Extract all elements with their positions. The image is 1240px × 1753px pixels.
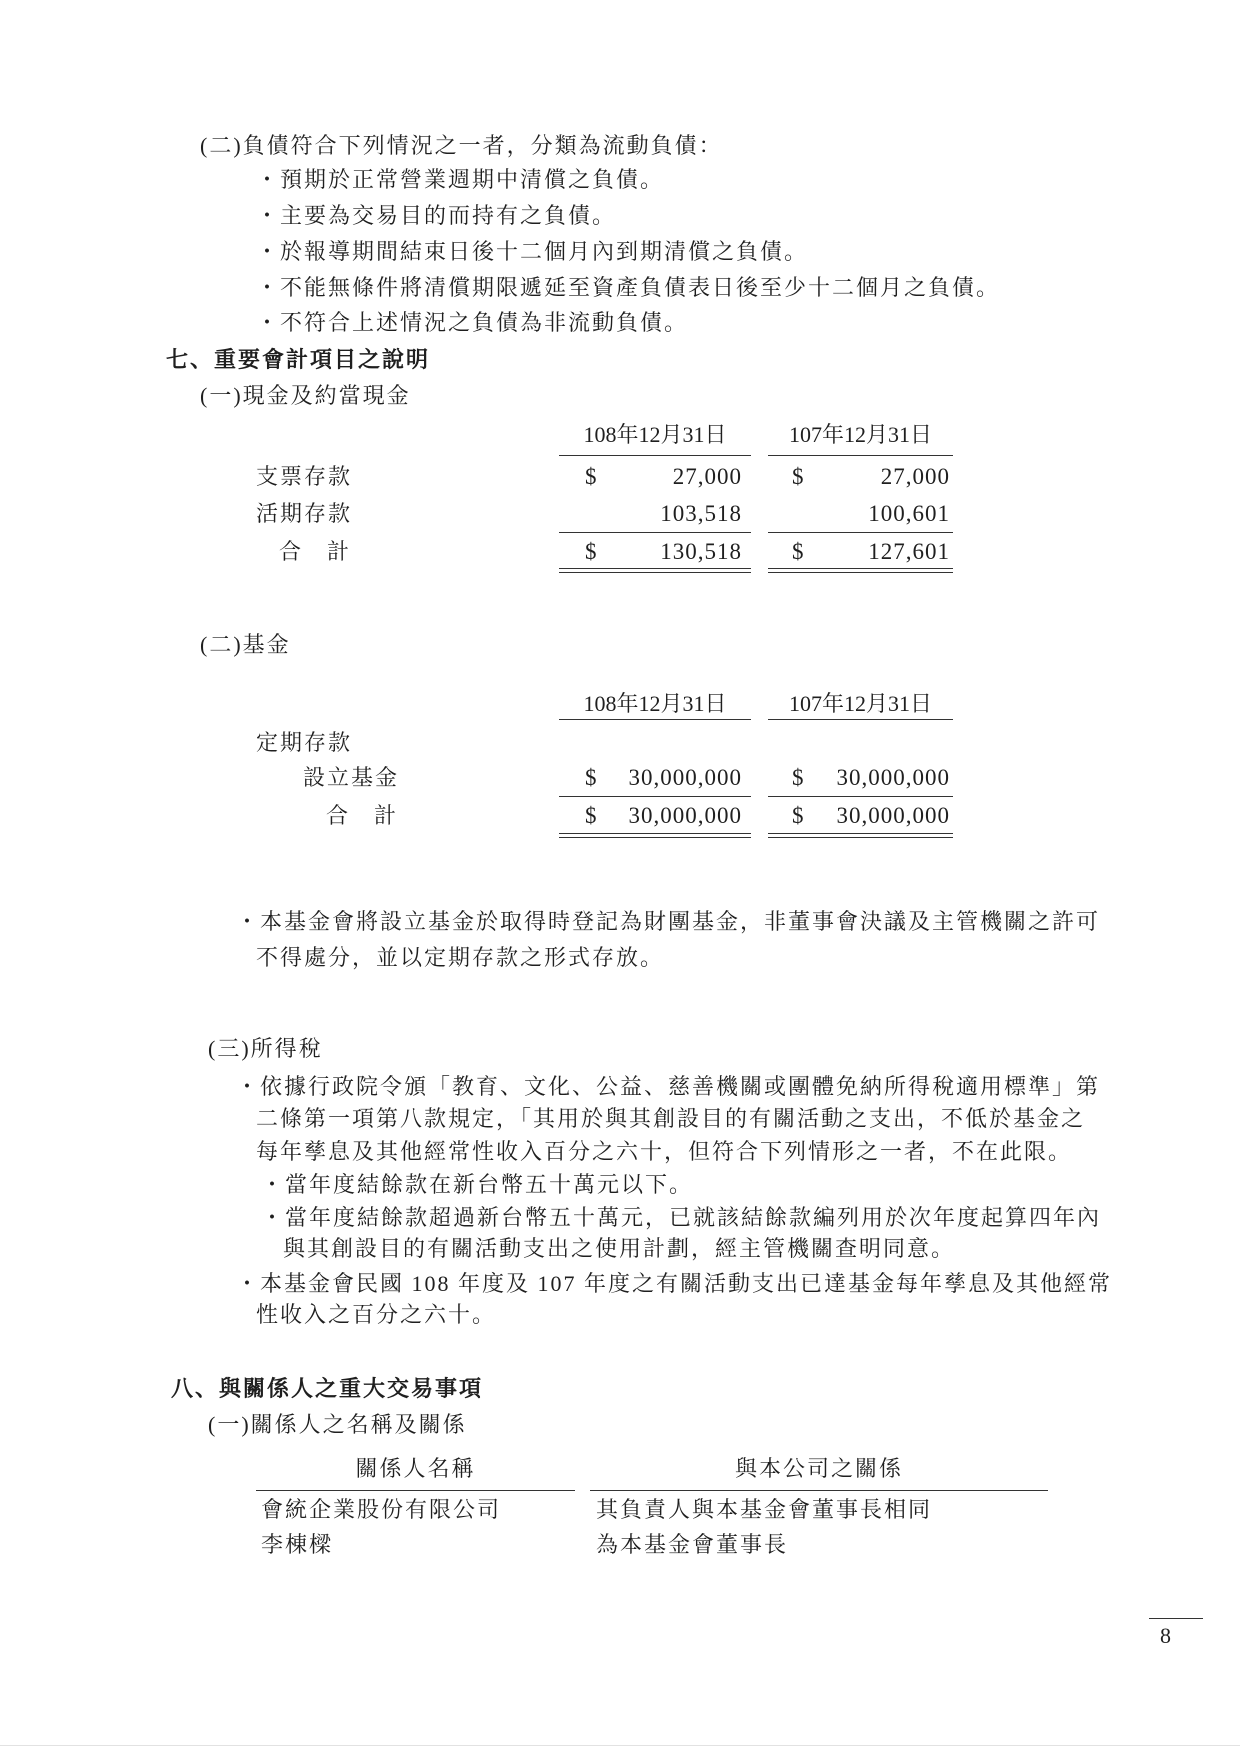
currency-symbol: $ bbox=[792, 464, 804, 489]
related-party-relation: 為本基金會董事長 bbox=[596, 1532, 789, 1557]
column-header-relation: 與本公司之關係 bbox=[734, 1456, 903, 1481]
row-label: 設立基金 bbox=[303, 765, 400, 790]
total-label: 合 計 bbox=[279, 539, 352, 564]
section-8-title: 八、與關係人之重大交易事項 bbox=[171, 1376, 484, 1401]
row-label: 活期存款 bbox=[256, 501, 353, 526]
subtotal-underline bbox=[768, 796, 953, 797]
total-2019: 130,518 bbox=[660, 539, 742, 564]
total-2018: 127,601 bbox=[868, 539, 950, 564]
currency-symbol: $ bbox=[585, 464, 597, 489]
related-parties-heading: (一)關係人之名稱及關係 bbox=[208, 1412, 467, 1437]
related-party-relation: 其負責人與本基金會董事長相同 bbox=[596, 1497, 933, 1522]
header-underline bbox=[590, 1490, 1048, 1491]
current-liabilities-bullet: ・於報導期間結束日後十二個月內到期清償之負債。 bbox=[256, 239, 809, 264]
current-liabilities-bullet: ・預期於正常營業週期中清償之負債。 bbox=[256, 167, 665, 192]
current-liabilities-heading: (二)負債符合下列情況之一者，分類為流動負債： bbox=[200, 133, 723, 158]
income-tax-paragraph-line: 二條第一項第八款規定，「其用於與其創設目的有關活動之支出，不低於基金之 bbox=[256, 1106, 1086, 1131]
current-liabilities-bullet: ・不能無條件將清償期限遞延至資產負債表日後至少十二個月之負債。 bbox=[256, 275, 1001, 300]
amount-2018: 27,000 bbox=[880, 464, 950, 489]
page-number-rule bbox=[1149, 1618, 1203, 1619]
cash-heading: (一)現金及約當現金 bbox=[200, 383, 411, 408]
income-tax-heading: (三)所得稅 bbox=[208, 1036, 323, 1061]
amount-2018: 100,601 bbox=[868, 501, 950, 526]
current-liabilities-bullet: ・不符合上述情況之負債為非流動負債。 bbox=[256, 310, 689, 335]
subtotal-underline bbox=[768, 532, 953, 533]
cash-column-header-2018: 107年12月31日 bbox=[788, 422, 932, 447]
currency-symbol: $ bbox=[585, 803, 597, 828]
fund-heading: (二)基金 bbox=[200, 632, 291, 657]
fund-group-label: 定期存款 bbox=[256, 730, 353, 755]
row-label: 支票存款 bbox=[256, 464, 353, 489]
subtotal-underline bbox=[559, 796, 751, 797]
total-double-underline bbox=[559, 833, 751, 838]
amount-2019: 30,000,000 bbox=[628, 765, 742, 790]
total-label: 合 計 bbox=[326, 803, 399, 828]
section-7-title: 七、重要會計項目之說明 bbox=[166, 347, 431, 372]
scan-edge-line bbox=[0, 1745, 1240, 1746]
currency-symbol: $ bbox=[792, 803, 804, 828]
subtotal-underline bbox=[559, 532, 751, 533]
fund-header-underline bbox=[768, 719, 953, 720]
total-double-underline bbox=[768, 833, 953, 838]
total-double-underline bbox=[768, 568, 953, 573]
income-tax-paragraph-line: ・依據行政院令頒「教育、文化、公益、慈善機關或團體免納所得稅適用標準」第 bbox=[236, 1074, 1101, 1099]
currency-symbol: $ bbox=[792, 765, 804, 790]
total-2019: 30,000,000 bbox=[628, 803, 742, 828]
fund-note-line: 不得處分，並以定期存款之形式存放。 bbox=[256, 945, 665, 970]
fund-column-header-2019: 108年12月31日 bbox=[583, 691, 727, 716]
total-double-underline bbox=[559, 568, 751, 573]
related-party-name: 李棟樑 bbox=[261, 1532, 334, 1557]
cash-header-underline bbox=[559, 455, 751, 456]
amount-2019: 103,518 bbox=[660, 501, 742, 526]
fund-header-underline bbox=[559, 719, 751, 720]
currency-symbol: $ bbox=[585, 765, 597, 790]
income-tax-paragraph-line: 性收入之百分之六十。 bbox=[256, 1302, 497, 1327]
total-2018: 30,000,000 bbox=[836, 803, 950, 828]
related-party-name: 會統企業股份有限公司 bbox=[261, 1497, 502, 1522]
income-tax-exception: 與其創設目的有關活動支出之使用計劃，經主管機關查明同意。 bbox=[283, 1236, 956, 1261]
income-tax-exception: ・當年度結餘款在新台幣五十萬元以下。 bbox=[261, 1172, 694, 1197]
income-tax-paragraph-line: 每年孳息及其他經常性收入百分之六十，但符合下列情形之一者，不在此限。 bbox=[256, 1139, 1073, 1164]
header-underline bbox=[256, 1490, 575, 1491]
cash-header-underline bbox=[768, 455, 953, 456]
fund-note-line: ・本基金會將設立基金於取得時登記為財團基金，非董事會決議及主管機關之許可 bbox=[236, 909, 1101, 934]
cash-column-header-2019: 108年12月31日 bbox=[583, 422, 727, 447]
amount-2019: 27,000 bbox=[672, 464, 742, 489]
income-tax-exception: ・當年度結餘款超過新台幣五十萬元，已就該結餘款編列用於次年度起算四年內 bbox=[261, 1205, 1102, 1230]
fund-column-header-2018: 107年12月31日 bbox=[788, 691, 932, 716]
page-number: 8 bbox=[1160, 1623, 1173, 1648]
currency-symbol: $ bbox=[585, 539, 597, 564]
currency-symbol: $ bbox=[792, 539, 804, 564]
amount-2018: 30,000,000 bbox=[836, 765, 950, 790]
current-liabilities-bullet: ・主要為交易目的而持有之負債。 bbox=[256, 203, 617, 228]
column-header-name: 關係人名稱 bbox=[355, 1456, 476, 1481]
income-tax-paragraph-line: ・本基金會民國 108 年度及 107 年度之有關活動支出已達基金每年孳息及其他經常 bbox=[236, 1271, 1113, 1296]
